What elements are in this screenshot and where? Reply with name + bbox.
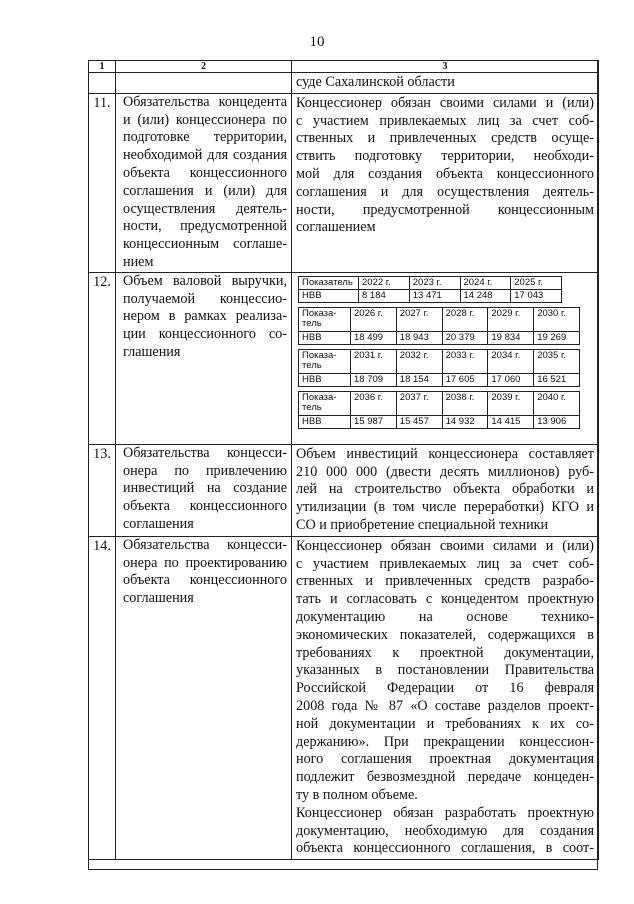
year-header: 2037 г. — [396, 391, 442, 415]
nvv-value: 15 457 — [396, 415, 442, 428]
text-line: Концессионер обязан своими силами и (или) — [296, 94, 594, 111]
year-header: 2031 г. — [351, 349, 397, 373]
nvv-value: 20 379 — [442, 331, 488, 344]
nvv-value: 14 248 — [460, 289, 511, 302]
row-number: 11. — [89, 93, 116, 272]
nvv-value: 14 415 — [488, 415, 534, 428]
text-line: ности, предусмотренной концессионным — [296, 201, 594, 218]
row-text — [292, 536, 599, 859]
row-12 — [89, 272, 599, 444]
year-header: 2040 г. — [534, 391, 580, 415]
indicator-header: Показатель — [299, 276, 359, 289]
text-line: Объем инвестиций концессионера составляет — [296, 445, 594, 462]
nvv-tables-cell — [292, 272, 599, 444]
text-line: подлежит безвозмездной передаче концеден- — [296, 769, 594, 786]
desc-line: Объем валовой выручки, — [123, 272, 287, 289]
concession-table — [88, 60, 599, 860]
header-row — [89, 61, 599, 73]
desc-line: подготовке территории, — [123, 129, 287, 146]
desc-line: инвестиций на создание — [123, 480, 287, 497]
desc-line: объекта концессионного — [123, 498, 287, 515]
year-header: 2039 г. — [488, 391, 534, 415]
desc-line: объекта концессионного — [123, 572, 287, 589]
indicator-header: Показа-тель — [299, 391, 351, 415]
desc-line: получаемой концессио- — [123, 290, 287, 307]
nvv-value: 17 043 — [511, 289, 562, 302]
desc-line: необходимой для создания — [123, 147, 287, 164]
year-header: 2030 г. — [534, 307, 580, 331]
nvv-value: 14 932 — [442, 415, 488, 428]
row-text — [292, 93, 599, 272]
page-number: 10 — [309, 34, 325, 50]
text-line: объекта концессионного соглашения, в соот- — [296, 840, 594, 857]
row-description — [116, 536, 292, 859]
paragraph-1 — [296, 538, 594, 805]
nvv-label: НВВ — [299, 415, 351, 428]
row-description — [116, 93, 292, 272]
nvv-value: 19 834 — [488, 331, 534, 344]
nvv-label: НВВ — [299, 373, 351, 386]
row-description — [116, 444, 292, 536]
year-header: 2028 г. — [442, 307, 488, 331]
continuation-text: суде Сахалинской области — [292, 73, 599, 94]
desc-line: глашения — [123, 343, 181, 360]
year-header: 2036 г. — [351, 391, 397, 415]
text-line: ственных и привлеченных средств осуще- — [296, 130, 594, 147]
nvv-value: 15 987 — [351, 415, 397, 428]
text-line: тать и согласовать с концедентом проектную — [296, 591, 594, 608]
text-line: 210 000 000 (двести десять миллионов) руб- — [296, 463, 594, 480]
desc-line: Обязательства концесси- — [123, 536, 287, 553]
nvv-table — [298, 349, 580, 387]
text-line: ственных и привлеченных средств разрабо- — [296, 573, 594, 590]
text-line: Российской Федерации от 16 февраля — [296, 680, 594, 697]
continuation-row — [89, 73, 599, 94]
desc-line: Обязательства концедента — [123, 93, 287, 110]
desc-line: осуществления деятель- — [123, 200, 287, 217]
nvv-value: 17 060 — [488, 373, 534, 386]
indicator-header: Показа-тель — [299, 349, 351, 373]
desc-line: нием — [123, 253, 154, 270]
nvv-value: 18 499 — [351, 331, 397, 344]
row-13 — [89, 444, 599, 536]
text-line: с участием привлекаемых лиц за счет соб- — [296, 555, 594, 572]
text-line: документацию, необходимую для создания — [296, 822, 594, 839]
nvv-value: 13 471 — [409, 289, 460, 302]
nvv-table — [298, 391, 580, 429]
nvv-value: 18 943 — [396, 331, 442, 344]
text-line: соглашения и для осуществления деятель- — [296, 183, 594, 200]
text-line: ту в полном объеме. — [296, 786, 418, 803]
text-line: документацию на основе технико- — [296, 608, 594, 625]
text-line: держанию». При прекращении концессион- — [296, 733, 594, 750]
nvv-value: 13 906 — [534, 415, 580, 428]
text-line: СО и приобретение специальной техники — [296, 516, 549, 533]
year-header: 2024 г. — [460, 276, 511, 289]
year-header: 2026 г. — [351, 307, 397, 331]
header-col-1: 1 — [89, 61, 116, 73]
year-header: 2035 г. — [534, 349, 580, 373]
desc-line: нером в рамках реализа- — [123, 308, 287, 325]
text-line: соглашением — [296, 219, 376, 236]
desc-line: соглашения и (или) для — [123, 182, 287, 199]
year-header: 2023 г. — [409, 276, 460, 289]
desc-line: концессионным соглаше- — [123, 236, 287, 253]
year-header: 2027 г. — [396, 307, 442, 331]
text-line: мой для создания объекта концессионного — [296, 165, 594, 182]
nvv-value: 19 269 — [534, 331, 580, 344]
text-line: экономических показателей, содержащихся в — [296, 626, 594, 643]
year-header: 2022 г. — [359, 276, 410, 289]
desc-line: соглашения — [123, 515, 194, 532]
indicator-header: Показа-тель — [299, 307, 351, 331]
text-line: Концессионер обязан разработать проектную — [296, 804, 594, 821]
text-line: утилизации (в том числе переработки) КГО и — [296, 499, 594, 516]
text-line: указанных в постановлении Правительства — [296, 662, 594, 679]
text-line: ствить подготовку территории, необходи- — [296, 148, 594, 165]
text-line: с участием привлекаемых лиц за счет соб- — [296, 112, 594, 129]
nvv-table — [298, 276, 562, 303]
desc-line: объекта концессионного — [123, 164, 287, 181]
nvv-value: 18 709 — [351, 373, 397, 386]
row-number: 13. — [89, 444, 116, 536]
row-number: 12. — [89, 272, 116, 444]
desc-line: и (или) концессионера по — [123, 111, 287, 128]
desc-line: ности, предусмотренной — [123, 218, 287, 235]
nvv-value: 8 184 — [359, 289, 410, 302]
row-text — [292, 444, 599, 536]
row-description — [116, 272, 292, 444]
text-line: Концессионер обязан своими силами и (или) — [296, 537, 594, 554]
nvv-value: 16 521 — [534, 373, 580, 386]
nvv-label: НВВ — [299, 289, 359, 302]
text-line: 2008 года № 87 «О составе разделов проект- — [296, 697, 594, 714]
text-line: ной документации и требованиях к их со- — [296, 715, 594, 732]
desc-line: ции концессионного со- — [123, 326, 287, 343]
desc-line: соглашения — [123, 590, 194, 607]
text-line: требованиях к проектной документации, — [296, 644, 594, 661]
text-line: ного соглашения проектная документация — [296, 751, 594, 768]
text-line: лей на строительство объекта обработки и — [296, 481, 594, 498]
desc-line: онера по проектированию — [123, 554, 287, 571]
nvv-value: 17 605 — [442, 373, 488, 386]
year-header: 2034 г. — [488, 349, 534, 373]
year-header: 2025 г. — [511, 276, 562, 289]
year-header: 2029 г. — [488, 307, 534, 331]
row-number: 14. — [89, 536, 116, 859]
header-col-2: 2 — [116, 61, 292, 73]
year-header: 2038 г. — [442, 391, 488, 415]
header-col-3: 3 — [292, 61, 599, 73]
nvv-table — [298, 307, 580, 345]
year-header: 2033 г. — [442, 349, 488, 373]
row-11 — [89, 93, 599, 272]
nvv-value: 18 154 — [396, 373, 442, 386]
desc-line: Обязательства концесси- — [123, 444, 287, 461]
row-14 — [89, 536, 599, 859]
nvv-label: НВВ — [299, 331, 351, 344]
desc-line: онера по привлечению — [123, 462, 287, 479]
paragraph-2 — [296, 805, 594, 858]
year-header: 2032 г. — [396, 349, 442, 373]
